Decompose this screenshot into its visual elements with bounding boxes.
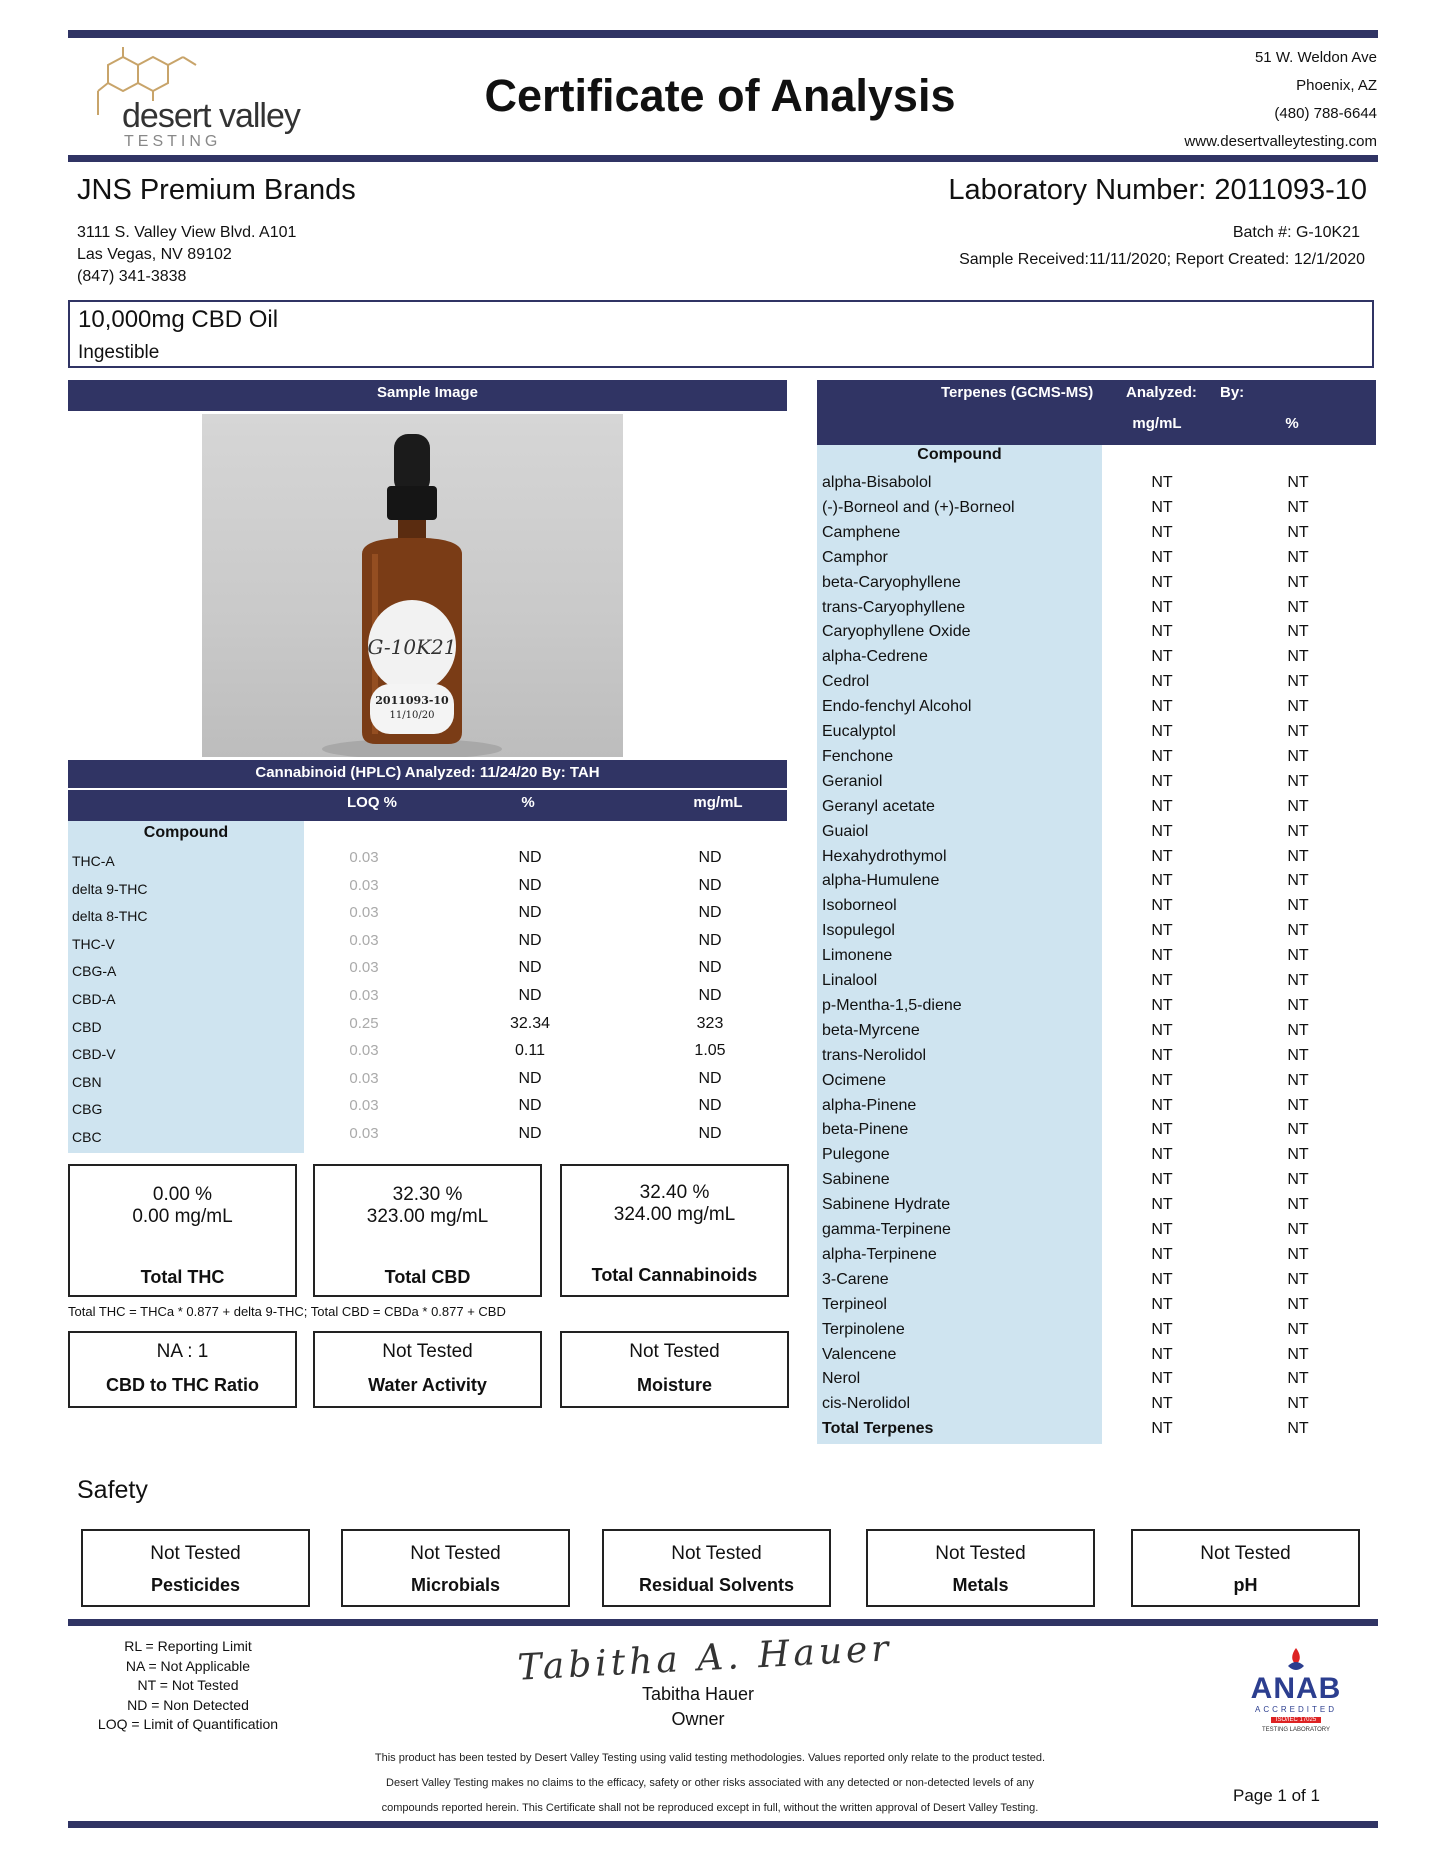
terpene-mgml: NT bbox=[1151, 548, 1173, 566]
safety-title: Safety bbox=[77, 1476, 148, 1504]
terpene-percent: NT bbox=[1287, 1221, 1309, 1238]
safety-label: Residual Solvents bbox=[638, 1575, 795, 1595]
terpene-percent: NT bbox=[1287, 772, 1309, 790]
bottle-icon bbox=[202, 414, 623, 757]
terpene-percent: NT bbox=[1287, 1171, 1309, 1189]
cannabinoid-loq: 0.03 bbox=[349, 849, 379, 866]
terpene-mgml: NT bbox=[1151, 723, 1173, 740]
terpene-percent: NT bbox=[1287, 747, 1309, 765]
sample-image-title: Sample Image bbox=[377, 384, 478, 401]
terpene-mgml: NT bbox=[1151, 847, 1173, 865]
bottle-sticker-number: 2011093-10 bbox=[375, 694, 449, 707]
terpene-name: alpha-Pinene bbox=[822, 1096, 917, 1114]
cannabinoid-loq: 0.03 bbox=[349, 1069, 379, 1087]
cannabinoid-compound-column bbox=[68, 821, 304, 1153]
terpene-percent: NT bbox=[1287, 523, 1309, 541]
legend-loq: LOQ = Limit of Quantification bbox=[97, 1716, 279, 1732]
terpene-mgml: NT bbox=[1151, 1196, 1173, 1214]
moisture-box bbox=[560, 1331, 789, 1408]
terpene-percent: NT bbox=[1287, 922, 1309, 940]
product-name: 10,000mg CBD Oil bbox=[78, 306, 279, 333]
cannabinoid-percent: ND bbox=[518, 1069, 542, 1087]
total-terpenes-name: Total Terpenes bbox=[822, 1420, 934, 1438]
cannabinoid-name: CBG bbox=[72, 1101, 103, 1118]
signer-role: Owner bbox=[671, 1709, 725, 1729]
terpenes-by: By: bbox=[1220, 384, 1245, 401]
ratio-value: NA : 1 bbox=[156, 1341, 209, 1362]
disclaimer bbox=[280, 1746, 1140, 1821]
cannabinoid-loq: 0.03 bbox=[349, 959, 379, 977]
terpene-mgml: NT bbox=[1151, 523, 1173, 541]
terpene-percent: NT bbox=[1287, 623, 1309, 641]
client-city: Las Vegas, NV 89102 bbox=[77, 246, 232, 263]
safety-box-microbials bbox=[341, 1529, 570, 1607]
terpene-percent: NT bbox=[1287, 1196, 1309, 1214]
terpene-name: beta-Myrcene bbox=[822, 1021, 920, 1039]
safety-box-pesticides bbox=[81, 1529, 310, 1607]
cannabinoid-name: CBG-A bbox=[72, 963, 117, 980]
cannabinoid-title: Cannabinoid (HPLC) Analyzed: 11/24/20 By: TAH bbox=[255, 764, 600, 781]
total-cannabinoids-percent: 32.40 % bbox=[639, 1182, 710, 1203]
cannabinoid-loq: 0.25 bbox=[349, 1014, 379, 1032]
water-activity-label: Water Activity bbox=[368, 1375, 487, 1395]
safety-box-ph bbox=[1131, 1529, 1360, 1607]
terpene-name: cis-Nerolidol bbox=[822, 1395, 911, 1413]
header-rule bbox=[68, 155, 1378, 162]
terpene-percent: NT bbox=[1287, 1270, 1309, 1288]
terpene-percent: NT bbox=[1287, 498, 1309, 516]
terpene-percent: NT bbox=[1287, 847, 1309, 865]
cannabinoid-name: delta 8-THC bbox=[72, 908, 148, 925]
total-cbd-box bbox=[313, 1164, 542, 1297]
total-cannabinoids-mg: 324.00 mg/mL bbox=[613, 1204, 736, 1225]
terpene-percent: NT bbox=[1287, 947, 1309, 965]
terpene-percent: NT bbox=[1287, 1146, 1309, 1164]
company-logo bbox=[88, 45, 338, 155]
cannabinoid-percent: ND bbox=[518, 1125, 542, 1142]
legend-nd: ND = Non Detected bbox=[127, 1696, 249, 1713]
terpene-percent: NT bbox=[1287, 897, 1309, 915]
terpene-percent: NT bbox=[1287, 872, 1309, 890]
terpene-mgml: NT bbox=[1151, 648, 1173, 666]
terpene-mgml: NT bbox=[1151, 1071, 1173, 1089]
logo-subtext: TESTING bbox=[124, 133, 222, 150]
bottle-sticker-date: 11/10/20 bbox=[389, 710, 435, 721]
disclaimer-line-3: compounds reported herein. This Certificate shall not be reproduced except in full, without the written approval of Desert Valley Testing. bbox=[381, 1802, 1039, 1814]
anab-logo bbox=[1236, 1646, 1356, 1746]
cannabinoid-loq: 0.03 bbox=[349, 987, 379, 1004]
cannabinoid-percent: ND bbox=[518, 959, 542, 977]
disclaimer-line-2: Desert Valley Testing makes no claims to the efficacy, safety or other risks associated with any detected or non-detected levels of any bbox=[386, 1777, 1034, 1789]
terpene-name: Camphene bbox=[822, 523, 901, 541]
terpene-name: alpha-Humulene bbox=[822, 872, 940, 890]
terpene-mgml: NT bbox=[1151, 797, 1173, 815]
cannabinoid-mgml: 323 bbox=[696, 1014, 724, 1032]
product-type: Ingestible bbox=[78, 342, 160, 363]
cannabinoid-mgml: ND bbox=[698, 931, 722, 949]
total-thc-mg: 0.00 mg/mL bbox=[132, 1206, 233, 1227]
terpene-percent: NT bbox=[1287, 673, 1309, 691]
safety-label: pH bbox=[1233, 1575, 1258, 1595]
page-number: Page 1 of 1 bbox=[1233, 1786, 1320, 1805]
safety-label: Pesticides bbox=[150, 1575, 241, 1595]
disclaimer-line-1: This product has been tested by Desert Valley Testing using valid testing methodologies. Values reported only relate to the product tested. bbox=[374, 1752, 1046, 1764]
terpene-percent: NT bbox=[1287, 1345, 1309, 1363]
terp-col-percent: % bbox=[1285, 415, 1299, 432]
terpene-name: Terpinolene bbox=[822, 1320, 905, 1338]
anab-iso-badge: ISO/IEC 17025 bbox=[1271, 1717, 1321, 1723]
cannabinoid-percent: ND bbox=[518, 904, 542, 922]
terpene-mgml: NT bbox=[1151, 872, 1173, 890]
cannabinoid-mgml: ND bbox=[698, 959, 722, 977]
terpene-name: Valencene bbox=[822, 1345, 897, 1363]
cannabinoid-loq: 0.03 bbox=[349, 1097, 379, 1115]
top-rule bbox=[68, 30, 1378, 38]
product-box bbox=[68, 300, 1374, 368]
terpene-mgml: NT bbox=[1151, 1221, 1173, 1238]
terpene-name: Ocimene bbox=[822, 1071, 887, 1089]
terpene-percent: NT bbox=[1287, 1021, 1309, 1039]
cannabinoid-header bbox=[68, 760, 787, 788]
terpene-percent: NT bbox=[1287, 723, 1309, 740]
cannabinoid-name: CBD-V bbox=[72, 1046, 116, 1063]
terpene-name: Cedrol bbox=[822, 673, 870, 691]
safety-box-residual-solvents bbox=[602, 1529, 831, 1607]
cannabinoid-mgml: ND bbox=[698, 904, 722, 922]
terpenes-header bbox=[817, 380, 1376, 445]
terpene-name: alpha-Bisabolol bbox=[822, 474, 932, 491]
terpene-percent: NT bbox=[1287, 1295, 1309, 1313]
total-cbd-mg: 323.00 mg/mL bbox=[366, 1206, 489, 1227]
terpene-name: p-Mentha-1,5-diene bbox=[822, 996, 962, 1014]
terpenes-title: Terpenes (GCMS-MS) bbox=[941, 384, 1094, 401]
col-loq: LOQ % bbox=[346, 794, 397, 811]
terpene-name: Isopulegol bbox=[822, 922, 895, 940]
cannabinoid-mgml: ND bbox=[698, 876, 722, 894]
moisture-label: Moisture bbox=[636, 1375, 712, 1395]
col-mgml: mg/mL bbox=[693, 794, 743, 811]
abbreviation-legend bbox=[68, 1637, 308, 1735]
terpene-name: Sabinene bbox=[822, 1171, 890, 1189]
handwritten-signature: Tabitha A. Hauer bbox=[516, 1628, 894, 1689]
terpene-name: beta-Caryophyllene bbox=[822, 573, 961, 591]
client-address bbox=[77, 222, 296, 288]
terpene-percent: NT bbox=[1287, 548, 1309, 566]
terpene-name: Sabinene Hydrate bbox=[822, 1196, 951, 1214]
bottom-rule bbox=[68, 1821, 1378, 1828]
safety-value: Not Tested bbox=[410, 1543, 501, 1564]
terpene-compound-column bbox=[817, 445, 1102, 1444]
terpene-mgml: NT bbox=[1151, 972, 1173, 989]
water-activity-value: Not Tested bbox=[382, 1341, 473, 1362]
terpene-mgml: NT bbox=[1151, 1096, 1173, 1114]
terpene-name: Endo-fenchyl Alcohol bbox=[822, 698, 972, 716]
client-street: 3111 S. Valley View Blvd. A101 bbox=[77, 224, 297, 241]
cannabinoid-mgml: ND bbox=[698, 1097, 722, 1115]
legend-nt: NT = Not Tested bbox=[137, 1677, 239, 1693]
terpene-percent: NT bbox=[1287, 797, 1309, 815]
terpene-mgml: NT bbox=[1151, 1295, 1173, 1313]
terpene-percent: NT bbox=[1287, 1071, 1309, 1089]
terpene-percent: NT bbox=[1287, 598, 1309, 616]
total-thc-percent: 0.00 % bbox=[152, 1184, 213, 1205]
terpene-mgml: NT bbox=[1151, 947, 1173, 965]
cannabinoid-percent: 0.11 bbox=[515, 1042, 545, 1060]
cannabinoid-percent: ND bbox=[518, 849, 542, 866]
total-terpenes-percent: NT bbox=[1287, 1420, 1309, 1438]
cannabinoid-name: THC-A bbox=[72, 853, 115, 869]
cannabinoid-name: CBC bbox=[72, 1129, 102, 1145]
terpene-name: beta-Pinene bbox=[822, 1121, 909, 1139]
cannabinoid-percent: ND bbox=[518, 876, 542, 894]
terpene-name: alpha-Cedrene bbox=[822, 648, 928, 666]
total-cannabinoids-label: Total Cannabinoids bbox=[591, 1265, 758, 1285]
page-title: Certificate of Analysis bbox=[484, 70, 956, 121]
cannabinoid-loq: 0.03 bbox=[349, 931, 379, 949]
terpene-mgml: NT bbox=[1151, 598, 1173, 616]
terpene-mgml: NT bbox=[1151, 1121, 1173, 1139]
terpene-mgml: NT bbox=[1151, 1320, 1173, 1338]
terpene-percent: NT bbox=[1287, 474, 1309, 491]
lab-address bbox=[1077, 44, 1377, 156]
terpene-mgml: NT bbox=[1151, 673, 1173, 691]
terpene-name: Pulegone bbox=[822, 1146, 890, 1164]
terpene-percent: NT bbox=[1287, 1395, 1309, 1413]
terpene-mgml: NT bbox=[1151, 1146, 1173, 1164]
cannabinoid-percent: ND bbox=[518, 931, 542, 949]
terpene-name: Nerol bbox=[822, 1370, 861, 1388]
terpene-name: Caryophyllene Oxide bbox=[822, 623, 971, 641]
cannabinoid-percent: 32.34 bbox=[509, 1014, 551, 1032]
legend-rl: RL = Reporting Limit bbox=[124, 1638, 252, 1654]
terpene-name: Terpineol bbox=[822, 1295, 887, 1313]
totals-formula: Total THC = THCa * 0.877 + delta 9-THC; Total CBD = CBDa * 0.877 + CBD bbox=[68, 1304, 506, 1319]
terpene-percent: NT bbox=[1287, 972, 1309, 989]
cannabinoid-name: CBD-A bbox=[72, 991, 116, 1007]
bottle-handwritten-label: G-10K21 bbox=[367, 635, 457, 659]
terpene-mgml: NT bbox=[1151, 1171, 1173, 1189]
batch-number: Batch #: G-10K21 bbox=[1232, 224, 1360, 241]
terpene-mgml: NT bbox=[1151, 1245, 1173, 1263]
terpene-name: 3-Carene bbox=[822, 1270, 889, 1288]
cannabinoid-compound-heading: Compound bbox=[143, 824, 229, 841]
cannabinoid-percent: ND bbox=[518, 1097, 542, 1115]
terpene-mgml: NT bbox=[1151, 922, 1173, 940]
anab-wordmark: ANAB bbox=[1250, 1672, 1342, 1705]
terpene-name: Geranyl acetate bbox=[822, 797, 935, 815]
safety-value: Not Tested bbox=[671, 1543, 762, 1564]
moisture-value: Not Tested bbox=[629, 1341, 720, 1362]
safety-label: Microbials bbox=[410, 1575, 501, 1595]
legend-na: NA = Not Applicable bbox=[125, 1657, 251, 1674]
terpene-mgml: NT bbox=[1151, 498, 1173, 516]
total-cbd-percent: 32.30 % bbox=[392, 1184, 463, 1205]
lab-website[interactable]: www.desertvalleytesting.com bbox=[1184, 133, 1377, 150]
cannabinoid-col-header bbox=[68, 790, 787, 821]
cannabinoid-name: THC-V bbox=[72, 935, 115, 952]
terpene-name: Camphor bbox=[822, 548, 888, 566]
terpene-mgml: NT bbox=[1151, 474, 1173, 491]
terpene-name: alpha-Terpinene bbox=[822, 1245, 937, 1263]
terpene-mgml: NT bbox=[1151, 822, 1173, 840]
ratio-label: CBD to THC Ratio bbox=[106, 1375, 259, 1395]
terpene-mgml: NT bbox=[1151, 623, 1173, 641]
logo-wordmark: desert valley bbox=[122, 97, 300, 135]
terpene-percent: NT bbox=[1287, 1046, 1309, 1064]
total-cbd-label: Total CBD bbox=[384, 1267, 471, 1287]
terpene-name: Isoborneol bbox=[822, 897, 897, 915]
terpene-mgml: NT bbox=[1151, 1021, 1173, 1039]
terpene-name: Geraniol bbox=[822, 772, 883, 790]
col-percent: % bbox=[521, 794, 535, 811]
terpene-mgml: NT bbox=[1151, 1370, 1173, 1388]
terpene-name: (-)-Borneol and (+)-Borneol bbox=[822, 498, 1015, 516]
terpene-percent: NT bbox=[1287, 1245, 1309, 1263]
lab-city: Phoenix, AZ bbox=[1296, 77, 1377, 94]
total-terpenes-mgml: NT bbox=[1151, 1420, 1173, 1438]
safety-value: Not Tested bbox=[1200, 1543, 1291, 1564]
footer-rule bbox=[68, 1619, 1378, 1626]
terpene-percent: NT bbox=[1287, 1121, 1309, 1139]
cannabinoid-mgml: ND bbox=[698, 1125, 722, 1142]
terpene-mgml: NT bbox=[1151, 747, 1173, 765]
client-phone: (847) 341-3838 bbox=[77, 268, 187, 285]
safety-box-metals bbox=[866, 1529, 1095, 1607]
cannabinoid-mgml: 1.05 bbox=[694, 1042, 726, 1060]
terpene-percent: NT bbox=[1287, 1096, 1309, 1114]
terpene-mgml: NT bbox=[1151, 1345, 1173, 1363]
terpene-mgml: NT bbox=[1151, 573, 1173, 591]
terpene-percent: NT bbox=[1287, 573, 1309, 591]
cannabinoid-loq: 0.03 bbox=[349, 876, 379, 894]
safety-value: Not Tested bbox=[150, 1543, 241, 1564]
lab-street: 51 W. Weldon Ave bbox=[1254, 49, 1377, 66]
cannabinoid-mgml: ND bbox=[698, 849, 722, 866]
terpene-percent: NT bbox=[1287, 698, 1309, 716]
terpenes-analyzed: Analyzed: bbox=[1126, 384, 1197, 401]
terpene-percent: NT bbox=[1287, 822, 1309, 840]
terpene-compound-heading: Compound bbox=[917, 446, 1002, 463]
signer-name: Tabitha Hauer bbox=[641, 1684, 755, 1704]
anab-lab: TESTING LABORATORY bbox=[1261, 1727, 1330, 1733]
cannabinoid-mgml: ND bbox=[698, 987, 722, 1004]
terpene-mgml: NT bbox=[1151, 996, 1173, 1014]
safety-label: Metals bbox=[952, 1575, 1009, 1595]
total-thc-box bbox=[68, 1164, 297, 1297]
water-activity-box bbox=[313, 1331, 542, 1408]
client-name: JNS Premium Brands bbox=[77, 174, 356, 206]
cannabinoid-loq: 0.03 bbox=[349, 1042, 379, 1060]
sample-photo bbox=[202, 414, 623, 757]
lab-number: Laboratory Number: 2011093-10 bbox=[948, 174, 1367, 206]
cannabinoid-name: delta 9-THC bbox=[72, 880, 148, 897]
safety-value: Not Tested bbox=[935, 1543, 1026, 1564]
cannabinoid-name: CBN bbox=[72, 1073, 102, 1090]
terpene-name: Hexahydrothymol bbox=[822, 847, 947, 865]
total-cannabinoids-box bbox=[560, 1164, 789, 1297]
terpene-name: Eucalyptol bbox=[822, 723, 896, 740]
terpene-percent: NT bbox=[1287, 1370, 1309, 1388]
terpene-percent: NT bbox=[1287, 1320, 1309, 1338]
terpene-name: trans-Nerolidol bbox=[822, 1046, 927, 1064]
terpene-percent: NT bbox=[1287, 996, 1309, 1014]
terpene-percent: NT bbox=[1287, 648, 1309, 666]
cannabinoid-mgml: ND bbox=[698, 1069, 722, 1087]
terpene-mgml: NT bbox=[1151, 897, 1173, 915]
cannabinoid-loq: 0.03 bbox=[349, 904, 379, 922]
cannabinoid-name: CBD bbox=[72, 1018, 102, 1035]
terpene-name: trans-Caryophyllene bbox=[822, 598, 966, 616]
anab-accredited: ACCREDITED bbox=[1254, 1705, 1337, 1714]
terpene-mgml: NT bbox=[1151, 1046, 1173, 1064]
sample-image-header bbox=[68, 380, 787, 411]
terp-col-mgml: mg/mL bbox=[1132, 415, 1182, 432]
terpene-mgml: NT bbox=[1151, 698, 1173, 716]
terpene-name: Guaiol bbox=[822, 822, 869, 840]
cannabinoid-percent: ND bbox=[518, 987, 542, 1004]
terpene-name: Fenchone bbox=[822, 747, 894, 765]
ratio-box bbox=[68, 1331, 297, 1408]
terpene-name: Limonene bbox=[822, 947, 893, 965]
terpene-mgml: NT bbox=[1151, 1395, 1173, 1413]
terpene-mgml: NT bbox=[1151, 772, 1173, 790]
terpene-mgml: NT bbox=[1151, 1270, 1173, 1288]
lab-phone: (480) 788-6644 bbox=[1274, 105, 1377, 122]
terpene-name: Linalool bbox=[822, 972, 878, 989]
total-thc-label: Total THC bbox=[140, 1267, 225, 1287]
report-dates: Sample Received:11/11/2020; Report Created: 12/1/2020 bbox=[959, 251, 1365, 268]
terpene-name: gamma-Terpinene bbox=[822, 1221, 951, 1238]
cannabinoid-loq: 0.03 bbox=[349, 1125, 379, 1142]
